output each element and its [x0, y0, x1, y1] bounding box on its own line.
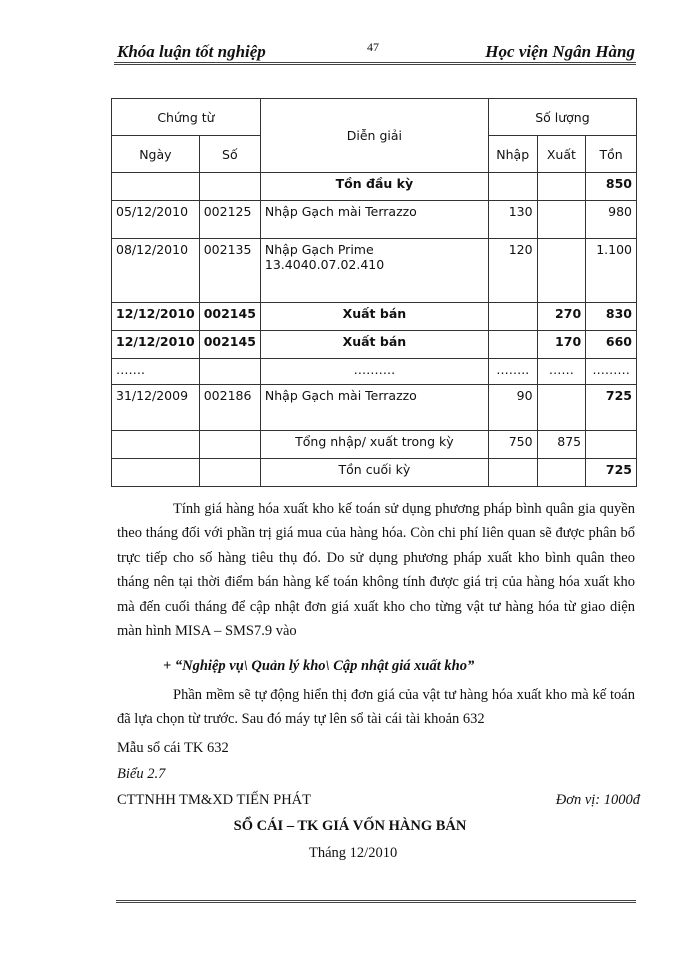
header-ton: Tồn — [586, 136, 637, 173]
header-rule — [114, 62, 636, 65]
page-number: 47 — [367, 40, 379, 54]
nghiep-vu-path: + “Nghiệp vụ\ Quản lý kho\ Cập nhật giá xuất kho” — [163, 658, 475, 674]
cell-ngay — [112, 431, 200, 459]
cell-dien-giai: Xuất bán — [260, 303, 488, 331]
table-row — [112, 359, 637, 385]
cell-so: 002145 — [199, 331, 260, 359]
cell-nhap: 130 — [488, 201, 537, 239]
table-row — [112, 331, 637, 359]
cell-xuat: …… — [537, 359, 586, 385]
cell-dien-giai: Tổng nhập/ xuất trong kỳ — [260, 431, 488, 459]
header-thesis-label: Khóa luận tốt nghiệp — [117, 42, 266, 61]
cell-ngay: 08/12/2010 — [112, 239, 200, 303]
table-row — [112, 385, 637, 431]
cell-nhap — [488, 303, 537, 331]
ledger-title: SỔ CÁI – TK GIÁ VỐN HÀNG BÁN — [233, 818, 467, 834]
footer-rule — [116, 900, 636, 903]
table-row — [112, 303, 637, 331]
paragraph-phan-mem: Phần mềm sẽ tự động hiển thị đơn giá của vật tư hàng hóa xuất kho mà kế toán đã lựa chọn từ trước. Sau đó máy tự lên sổ tài cái tài khoản 632 — [117, 687, 635, 728]
header-xuat: Xuất — [537, 136, 586, 173]
cell-nhap — [488, 459, 537, 487]
cell-xuat — [537, 239, 586, 303]
header-ngay: Ngày — [112, 136, 200, 173]
cell-dien-giai: Nhập Gạch mài Terrazzo — [260, 201, 488, 239]
cell-so: 002145 — [199, 303, 260, 331]
table-row — [112, 431, 637, 459]
cell-ton: 980 — [586, 201, 637, 239]
mau-so-cai-label: Mẫu sổ cái TK 632 — [117, 740, 229, 756]
cell-xuat — [537, 173, 586, 201]
table-header-row — [112, 99, 637, 136]
table-row — [112, 239, 637, 303]
cell-dien-giai: Nhập Gạch mài Terrazzo — [260, 385, 488, 431]
header-institution-label: Học viện Ngân Hàng — [485, 42, 635, 61]
cell-so — [199, 173, 260, 201]
cell-nhap: 120 — [488, 239, 537, 303]
cell-so — [199, 359, 260, 385]
cell-xuat: 170 — [537, 331, 586, 359]
cell-ton: 830 — [586, 303, 637, 331]
cell-so — [199, 459, 260, 487]
paragraph-tinh-gia: Tính giá hàng hóa xuất kho kế toán sử dụng phương pháp bình quân gia quyền theo tháng đối với phần trị giá mua của hàng hóa. Còn chi phí liên quan sẽ được phân bổ trực tiếp cho số hàng tiêu thụ đó. Do sử dụng phương pháp xuất kho bình quân theo tháng nên tại thời điểm bán hàng kế toán không tính được giá trị của hàng hóa xuất kho mà đến cuối tháng để cập nhật đơn giá xuất kho cho từng vật tư hàng hóa từ giao diện màn hình MISA – SMS7.9 vào — [117, 501, 635, 640]
cell-nhap: 90 — [488, 385, 537, 431]
header-nhap: Nhập — [488, 136, 537, 173]
cell-ton: 725 — [586, 459, 637, 487]
header-so: Số — [199, 136, 260, 173]
cell-ton: ……… — [586, 359, 637, 385]
cell-ngay: ……. — [112, 359, 200, 385]
cell-xuat — [537, 201, 586, 239]
cell-so — [199, 431, 260, 459]
cell-ngay: 05/12/2010 — [112, 201, 200, 239]
cell-ton — [586, 431, 637, 459]
cell-ngay: 31/12/2009 — [112, 385, 200, 431]
cell-dien-giai: Nhập Gạch Prime 13.4040.07.02.410 — [260, 239, 488, 303]
cell-dien-giai: Tồn đầu kỳ — [260, 173, 488, 201]
cell-ton: 725 — [586, 385, 637, 431]
table-row — [112, 459, 637, 487]
cell-so: 002135 — [199, 239, 260, 303]
cell-so: 002186 — [199, 385, 260, 431]
header-chung-tu: Chứng từ — [112, 99, 261, 136]
cell-xuat: 875 — [537, 431, 586, 459]
cell-xuat — [537, 459, 586, 487]
cell-ton: 660 — [586, 331, 637, 359]
inventory-ledger-table — [111, 98, 637, 487]
cell-xuat: 270 — [537, 303, 586, 331]
cell-dien-giai: Xuất bán — [260, 331, 488, 359]
cell-nhap — [488, 331, 537, 359]
cell-ton: 850 — [586, 173, 637, 201]
company-name: CTTNHH TM&XD TIẾN PHÁT — [117, 792, 312, 808]
cell-ton: 1.100 — [586, 239, 637, 303]
cell-nhap: 750 — [488, 431, 537, 459]
cell-ngay: 12/12/2010 — [112, 331, 200, 359]
cell-ngay — [112, 173, 200, 201]
header-so-luong: Số lượng — [488, 99, 636, 136]
table-row — [112, 201, 637, 239]
cell-nhap: …….. — [488, 359, 537, 385]
cell-dien-giai: ………. — [260, 359, 488, 385]
header-dien-giai: Diễn giải — [260, 99, 488, 173]
bieu-label: Biểu 2.7 — [117, 766, 166, 782]
cell-ngay: 12/12/2010 — [112, 303, 200, 331]
cell-so: 002125 — [199, 201, 260, 239]
cell-dien-giai: Tồn cuối kỳ — [260, 459, 488, 487]
cell-ngay — [112, 459, 200, 487]
cell-nhap — [488, 173, 537, 201]
table-row — [112, 173, 637, 201]
ledger-month: Tháng 12/2010 — [309, 845, 398, 861]
cell-xuat — [537, 385, 586, 431]
unit-label: Đơn vị: 1000đ — [555, 792, 640, 808]
